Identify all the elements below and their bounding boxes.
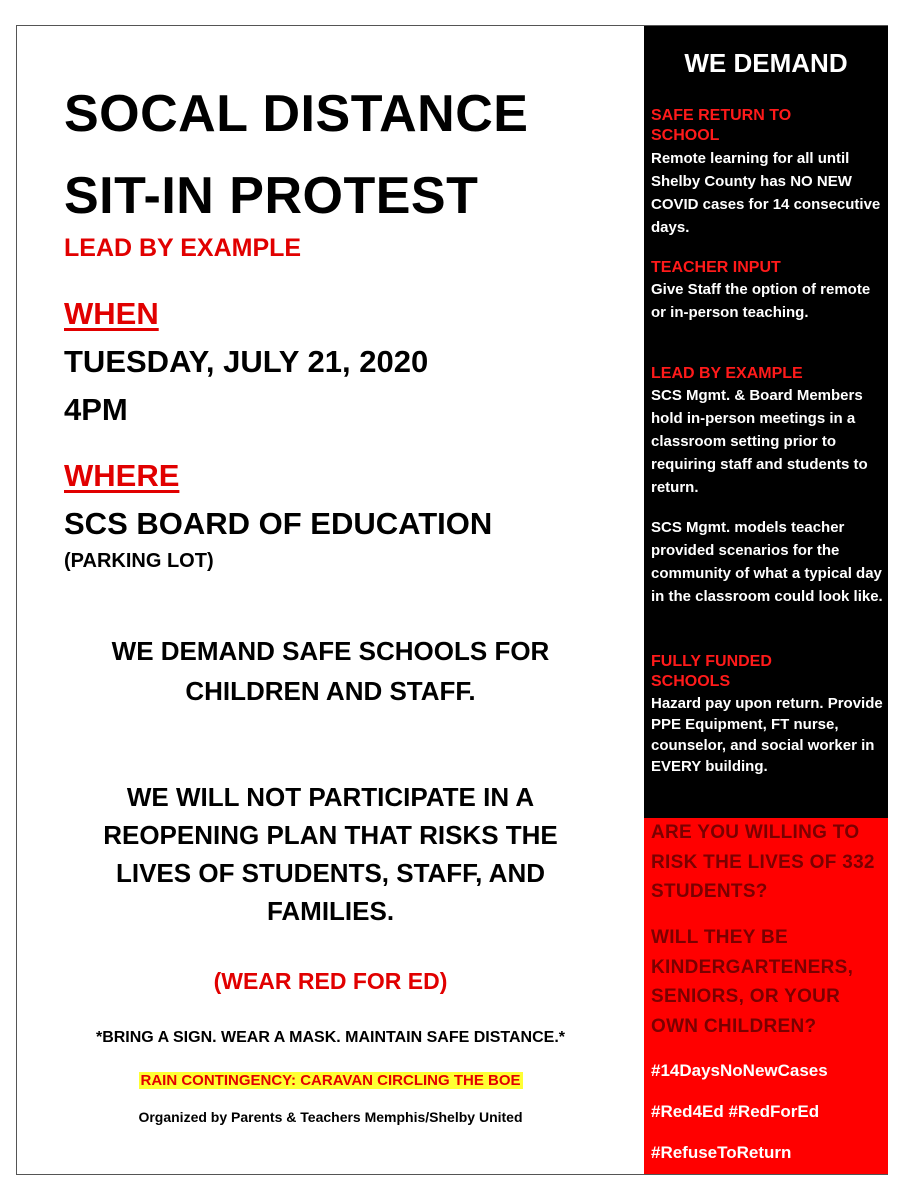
demand-line-2: CHILDREN AND STAFF. — [185, 676, 476, 706]
flyer-main-column — [17, 26, 644, 1174]
heading-line: SCHOOL — [651, 127, 720, 144]
where-place: SCS BOARD OF EDUCATION — [64, 506, 493, 541]
demands-panel — [644, 26, 888, 818]
demand-heading-lead-by-example: LEAD BY EXAMPLE — [651, 365, 803, 382]
demand-body-fully-funded: Hazard pay upon return. Provide PPE Equipment, FT nurse, counselor, and social worker in EVERY building. — [651, 695, 883, 775]
refuse-line-3: LIVES OF STUDENTS, STAFF, AND — [115, 858, 545, 888]
demand-body-teacher-input: Give Staff the option of remote or in-person teaching. — [651, 281, 871, 321]
question-1: ARE YOU WILLING TO RISK THE LIVES OF 332 STUDENTS? — [651, 822, 875, 902]
demand-body-safe-return: Remote learning for all until Shelby County has NO NEW COVID cases for 14 consecutive days. — [651, 150, 881, 236]
hashtag-2: #Red4Ed #RedForEd — [651, 1102, 820, 1121]
where-detail: (PARKING LOT) — [64, 550, 214, 572]
demand-body-lead-by-example: SCS Mgmt. & Board Members hold in-person meetings in a classroom setting prior to requiring staff and students to return. — [651, 387, 868, 496]
demands-header: WE DEMAND — [684, 48, 848, 78]
organized-by: Organized by Parents & Teachers Memphis/Shelby United — [138, 1109, 523, 1125]
questions-panel — [644, 818, 888, 1174]
demand-heading-fully-funded — [651, 652, 772, 692]
when-time: 4PM — [64, 392, 128, 427]
hashtag-3: #RefuseToReturn — [651, 1143, 792, 1162]
wear-red-note: (WEAR RED FOR ED) — [213, 968, 448, 994]
when-label: WHEN — [64, 296, 159, 331]
refuse-line-2: REOPENING PLAN THAT RISKS THE — [103, 820, 558, 850]
heading-line: FULLY FUNDED — [651, 653, 772, 670]
where-label: WHERE — [64, 458, 180, 493]
subtitle: LEAD BY EXAMPLE — [64, 234, 302, 262]
demand-line-1: WE DEMAND SAFE SCHOOLS FOR — [111, 636, 550, 666]
rain-contingency-highlight: RAIN CONTINGENCY: CARAVAN CIRCLING THE BOE — [140, 1072, 521, 1089]
demand-heading-safe-return — [651, 106, 791, 146]
question-2: WILL THEY BE KINDERGARTENERS, SENIORS, OR YOUR OWN CHILDREN? — [651, 927, 854, 1037]
title-line-1: SOCAL DISTANCE — [64, 85, 529, 143]
heading-line: SAFE RETURN TO — [651, 107, 792, 124]
refuse-line-4: FAMILIES. — [266, 896, 395, 926]
title-line-2: SIT-IN PROTEST — [64, 167, 479, 225]
demand-heading-teacher-input: TEACHER INPUT — [651, 259, 781, 276]
hashtag-1: #14DaysNoNewCases — [651, 1061, 828, 1080]
when-date: TUESDAY, JULY 21, 2020 — [64, 344, 429, 379]
rain-contingency — [17, 1072, 644, 1089]
demand-body-lead-by-example-2: SCS Mgmt. models teacher provided scenarios for the community of what a typical day in the classroom could look like. — [651, 519, 883, 605]
refuse-line-1: WE WILL NOT PARTICIPATE IN A — [126, 782, 535, 812]
bring-sign-note: *BRING A SIGN. WEAR A MASK. MAINTAIN SAFE DISTANCE.* — [95, 1029, 566, 1046]
heading-line: SCHOOLS — [651, 673, 731, 690]
